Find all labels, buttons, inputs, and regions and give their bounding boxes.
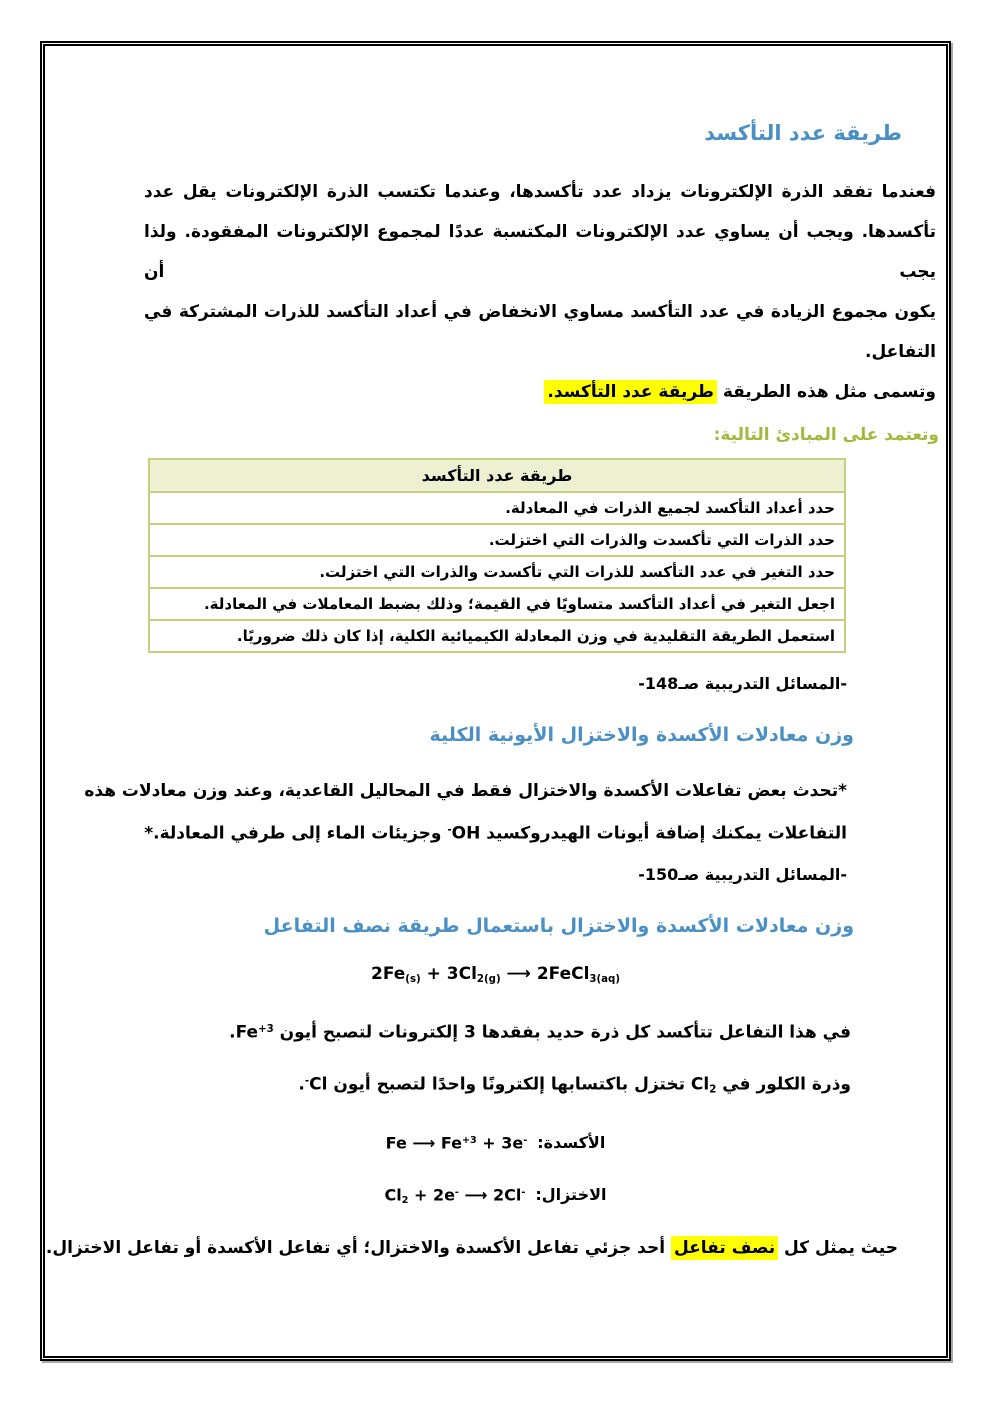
principles-table bbox=[148, 458, 846, 653]
table-row bbox=[149, 524, 845, 556]
oxidation-equation: Fe ⟶ $Fe^{+3} + 3e^-$ bbox=[385, 1133, 528, 1153]
intro-line-2: تأكسدها. ويجب أن يساوي عدد الإلكترونات المكتسبة عددًا لمجموع الإلكترونات المفقودة. ولذا يجب أن bbox=[144, 222, 936, 282]
intro-line-1: فعندما تفقد الذرة الإلكترونات يزداد عدد تأكسدها، وعندما تكتسب الذرة الإلكترونات يقل عدد bbox=[144, 182, 936, 202]
intro-line-4 bbox=[144, 372, 936, 412]
table-cell-step-2: حدد الذرات التي تأكسدت والذرات التي اختزلت. bbox=[149, 524, 845, 556]
table-row bbox=[149, 620, 845, 652]
table-cell-step-4: اجعل التغير في أعداد التأكسد متساويًا في القيمة؛ وذلك بضبط المعاملات في المعادلة. bbox=[149, 588, 845, 620]
table-cell-step-5: استعمل الطريقة التقليدية في وزن المعادلة الكيميائية الكلية، إذا كان ذلك ضروريًا. bbox=[149, 620, 845, 652]
document-page-frame bbox=[40, 41, 951, 1361]
chlorine-reduction-sentence: وذرة الكلور في Cl2 تختزل باكتسابها إلكترونًا واحدًا لتصبح أيون Cl-. bbox=[298, 1074, 851, 1096]
table-cell-step-3: حدد التغير في عدد التأكسد للذرات التي تأكسدت والذرات التي اختزلت. bbox=[149, 556, 845, 588]
oxidation-half-reaction bbox=[45, 1127, 946, 1157]
reduction-equation: Cl2 + 2e- ⟶ 2Cl- bbox=[384, 1185, 526, 1207]
reduction-label: الاختزال: bbox=[535, 1185, 607, 1205]
basic-solutions-line-1: *تحدث بعض تفاعلات الأكسدة والاختزال فقط في المحاليل القاعدية، وعند وزن معادلات هذه bbox=[84, 781, 847, 801]
section-heading-half-reaction: وزن معادلات الأكسدة والاختزال باستعمال طريقة نصف التفاعل bbox=[263, 914, 854, 937]
principles-intro: وتعتمد على المبادئ التالية: bbox=[713, 425, 939, 445]
basic-solutions-line-2: التفاعلات يمكنك إضافة أيونات الهيدروكسيد OH- وجزيئات الماء إلى طرفي المعادلة.* bbox=[144, 823, 847, 844]
section-heading-net-ionic: وزن معادلات الأكسدة والاختزال الأيونية الكلية bbox=[429, 724, 854, 746]
overall-chemical-equation: 2Fe(s) + 3Cl2(g) ⟶ 2FeCl3(aq) bbox=[371, 963, 620, 985]
practice-problems-150: -المسائل التدريبية صـ150- bbox=[638, 864, 847, 884]
intro-paragraph bbox=[144, 172, 936, 412]
reduction-half-reaction bbox=[45, 1179, 946, 1215]
intro-line-4-text: وتسمى مثل هذه الطريقة bbox=[716, 382, 936, 402]
doc-title: طريقة عدد التأكسد bbox=[704, 121, 902, 145]
intro-line-3: يكون مجموع الزيادة في عدد التأكسد مساوي الانخفاض في أعداد التأكسد للذرات المشتركة في التفاعل. bbox=[144, 302, 936, 362]
table-header-row bbox=[149, 459, 845, 492]
oxidation-label: الأكسدة: bbox=[537, 1133, 606, 1153]
basic-solutions-paragraph bbox=[45, 771, 847, 854]
table-row bbox=[149, 556, 845, 588]
iron-oxidation-sentence: في هذا التفاعل تتأكسد كل ذرة حديد بفقدها 3 إلكترونات لتصبح أيون $Fe^{+3}$. bbox=[229, 1022, 851, 1043]
table-row bbox=[149, 492, 845, 524]
half-reaction-definition bbox=[45, 1233, 898, 1263]
highlight-half-reaction: نصف تفاعل bbox=[671, 1236, 778, 1260]
highlight-oxidation-number-method: طريقة عدد التأكسد. bbox=[544, 380, 717, 404]
closing-post: أحد جزئي تفاعل الأكسدة والاختزال؛ أي تفاعل الأكسدة أو تفاعل الاختزال. bbox=[45, 1238, 671, 1259]
table-row bbox=[149, 588, 845, 620]
practice-problems-148: -المسائل التدريبية صـ148- bbox=[638, 674, 847, 693]
table-header-cell: طريقة عدد التأكسد bbox=[149, 459, 845, 492]
closing-pre: حيث يمثل كل bbox=[778, 1238, 898, 1259]
table-cell-step-1: حدد أعداد التأكسد لجميع الذرات في المعادلة. bbox=[149, 492, 845, 524]
